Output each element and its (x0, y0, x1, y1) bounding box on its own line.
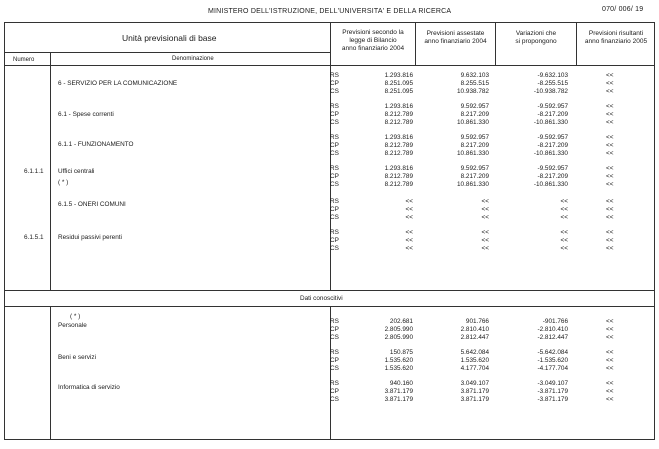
row-col4-values: << << << (606, 380, 614, 403)
col2-heading: Previsioni assestate anno finanziario 2004 (424, 30, 487, 45)
row-label: 6.1.5 - ONERI COMUNI (58, 201, 126, 208)
row-col3-values: -5.642.084 -1.535.620 -4.177.704 (537, 349, 568, 372)
row-col1-values: 1.293.816 8.212.789 8.212.789 (384, 103, 413, 126)
row-col2-values: << << << (481, 198, 489, 221)
row-label: Uffici centrali (58, 168, 95, 175)
row-col2-values: 9.592.957 8.217.209 10.861.330 (457, 165, 489, 188)
row-col1-values: 940.160 3.871.179 3.871.179 (384, 380, 413, 403)
numero-col-line (50, 52, 51, 290)
row-col4-values: << << << (606, 318, 614, 341)
row-col3-values: << << << (560, 198, 568, 221)
row-col1-values: 1.293.816 8.212.789 8.212.789 (384, 134, 413, 157)
row-col1-values: 1.293.816 8.251.095 8.251.095 (384, 72, 413, 95)
row-col3-values: -9.592.957 -8.217.209 -10.861.330 (533, 165, 568, 188)
row-col1-values: << << << (405, 229, 413, 252)
col1-heading: Previsioni secondo la legge di Bilancio anno finanziario 2004 (341, 29, 405, 52)
row-codes: RS CP CS (330, 318, 339, 341)
row-codes: RS CP CS (330, 165, 339, 188)
row-col4-values: << << << (606, 72, 614, 95)
row-col2-values: 9.592.957 8.217.209 10.861.330 (457, 103, 489, 126)
row-col4-values: << << << (606, 103, 614, 126)
row-col3-values: -3.049.107 -3.871.179 -3.871.179 (537, 380, 568, 403)
row-col1-values: << << << (405, 198, 413, 221)
page-reference: 070/ 006/ 19 (602, 6, 644, 13)
row-numero: 6.1.5.1 (24, 234, 44, 241)
col4-heading: Previsioni risultanti anno finanziario 2005 (584, 30, 648, 45)
row-col4-values: << << << (606, 198, 614, 221)
header-divider (4, 52, 330, 53)
row-col3-values: -901.766 -2.810.410 -2.812.447 (537, 318, 568, 341)
row-codes: RS CP CS (330, 103, 339, 126)
numero-col-line-lower (50, 306, 51, 440)
row-col2-values: << << << (481, 229, 489, 252)
col3-heading: Variazioni che si propongono (515, 30, 557, 45)
row-col2-values: 9.632.103 8.255.515 10.938.782 (457, 72, 489, 95)
row-col4-values: << << << (606, 349, 614, 372)
dati-top-line (4, 290, 655, 291)
row-codes: RS CP CS (330, 134, 339, 157)
row-col4-values: << << << (606, 134, 614, 157)
unita-heading: Unità previsionali di base (122, 33, 217, 43)
row-label: Informatica di servizio (58, 384, 120, 391)
row-col3-values: -9.592.957 -8.217.209 -10.861.330 (533, 103, 568, 126)
row-codes: RS CP CS (330, 198, 339, 221)
row-col2-values: 3.049.107 3.871.179 3.871.179 (460, 380, 489, 403)
row-col4-values: << << << (606, 229, 614, 252)
row-label: Personale (58, 322, 87, 329)
row-col2-values: 9.592.957 8.217.209 10.861.330 (457, 134, 489, 157)
row-label-note: ( * ) (58, 179, 69, 186)
denominazione-heading: Denominazione (172, 56, 214, 62)
row-codes: RS CP CS (330, 72, 339, 95)
row-col3-values: -9.592.957 -8.217.209 -10.861.330 (533, 134, 568, 157)
ministry-header: MINISTERO DELL'ISTRUZIONE, DELL'UNIVERSITA' E DELLA RICERCA (208, 8, 452, 15)
row-label: Residui passivi perenti (58, 234, 122, 241)
row-col2-values: 5.642.084 1.535.620 4.177.704 (460, 349, 489, 372)
row-codes: RS CP CS (330, 380, 339, 403)
row-codes: RS CP CS (330, 349, 339, 372)
row-label: 6.1 - Spese correnti (58, 111, 114, 118)
dati-note: ( * ) (70, 313, 81, 320)
row-col2-values: 901.766 2.810.410 2.812.447 (460, 318, 489, 341)
row-col3-values: << << << (560, 229, 568, 252)
row-col4-values: << << << (606, 165, 614, 188)
row-col1-values: 1.293.816 8.212.789 8.212.789 (384, 165, 413, 188)
row-label: Beni e servizi (58, 354, 97, 361)
dati-title: Dati conoscitivi (300, 295, 343, 302)
numero-heading: Numero (13, 57, 35, 63)
row-numero: 6.1.1.1 (24, 168, 44, 175)
row-col1-values: 202.681 2.805.990 2.805.990 (384, 318, 413, 341)
row-col1-values: 150.875 1.535.620 1.535.620 (384, 349, 413, 372)
row-col3-values: -9.632.103 -8.255.515 -10.938.782 (533, 72, 568, 95)
row-label: 6 - SERVIZIO PER LA COMUNICAZIONE (58, 80, 178, 87)
row-label: 6.1.1 - FUNZIONAMENTO (58, 141, 134, 148)
row-codes: RS CP CS (330, 229, 339, 252)
